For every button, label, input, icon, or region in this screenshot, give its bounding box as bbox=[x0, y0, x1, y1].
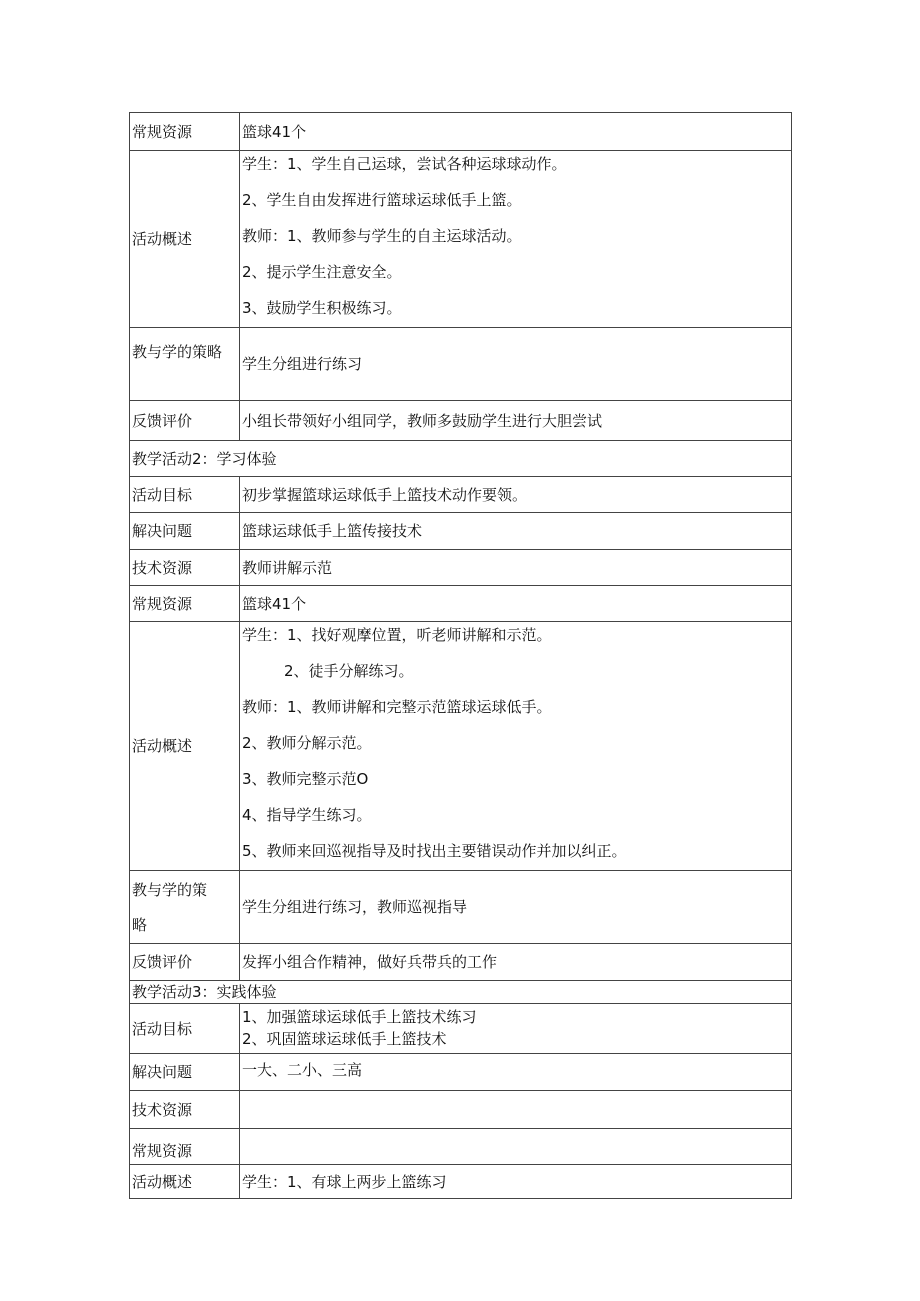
content-line: 2、巩固篮球运球低手上篮技术 bbox=[242, 1030, 447, 1048]
content-line: 学生分组进行练习 bbox=[242, 355, 363, 373]
row-label: 活动概述 bbox=[130, 622, 240, 871]
row-content bbox=[240, 328, 792, 401]
row-content bbox=[240, 1004, 792, 1054]
section-heading: 教学活动2：学习体验 bbox=[130, 441, 792, 477]
row-label: 解决问题 bbox=[130, 1054, 240, 1091]
content-line: 小组长带领好小组同学，教师多鼓励学生进行大胆尝试 bbox=[242, 411, 603, 430]
row-label: 常规资源 bbox=[130, 586, 240, 622]
row-content bbox=[240, 1129, 792, 1165]
content-line: 篮球41个 bbox=[242, 594, 307, 613]
table-row bbox=[130, 981, 792, 1004]
content-line: 1、加强篮球运球低手上篮技术练习 bbox=[242, 1008, 477, 1026]
content-line: 2、教师分解示范。 bbox=[242, 734, 372, 752]
content-line: 初步掌握篮球运球低手上篮技术动作要领。 bbox=[242, 485, 528, 504]
row-content bbox=[240, 550, 792, 586]
row-label: 技术资源 bbox=[130, 550, 240, 586]
content-line: 3、教师完整示范O bbox=[242, 770, 369, 788]
table-row bbox=[130, 477, 792, 513]
row-content bbox=[240, 586, 792, 622]
table-row bbox=[130, 1129, 792, 1165]
content-line: 教师：1、教师参与学生的自主运球活动。 bbox=[242, 227, 522, 245]
content-line: 2、学生自由发挥进行篮球运球低手上篮。 bbox=[242, 191, 522, 209]
row-label: 解决问题 bbox=[130, 513, 240, 550]
row-label: 常规资源 bbox=[130, 113, 240, 151]
table-row bbox=[130, 944, 792, 981]
content-line: 学生：1、学生自己运球，尝试各种运球球动作。 bbox=[242, 155, 567, 173]
row-label: 活动概述 bbox=[130, 151, 240, 328]
content-line: 学生分组进行练习，教师巡视指导 bbox=[242, 898, 468, 916]
content-line: 3、鼓励学生积极练习。 bbox=[242, 299, 402, 317]
row-label: 教与学的策略 bbox=[130, 328, 240, 401]
content-line: 一大、二小、三高 bbox=[242, 1061, 363, 1079]
lesson-plan-table bbox=[129, 112, 792, 1199]
table-row bbox=[130, 401, 792, 441]
table-row bbox=[130, 550, 792, 586]
row-content bbox=[240, 622, 792, 871]
row-content bbox=[240, 1054, 792, 1091]
table-row bbox=[130, 586, 792, 622]
content-line: 5、教师来回巡视指导及时找出主要错误动作并加以纠正。 bbox=[242, 842, 627, 860]
content-line: 篮球41个 bbox=[242, 122, 307, 141]
row-label: 反馈评价 bbox=[130, 944, 240, 981]
row-label: 活动目标 bbox=[130, 1004, 240, 1054]
content-line: 教师讲解示范 bbox=[242, 558, 333, 577]
row-content bbox=[240, 151, 792, 328]
content-line: 篮球运球低手上篮传接技术 bbox=[242, 522, 423, 540]
table-row bbox=[130, 1004, 792, 1054]
table-row bbox=[130, 151, 792, 328]
table-row bbox=[130, 622, 792, 871]
table-row bbox=[130, 1054, 792, 1091]
table-row bbox=[130, 1165, 792, 1199]
row-label bbox=[130, 871, 240, 944]
content-line: 2、徒手分解练习。 bbox=[284, 662, 414, 680]
table-row bbox=[130, 1091, 792, 1129]
row-label-line: 教与学的策 bbox=[132, 881, 208, 899]
row-content bbox=[240, 1091, 792, 1129]
row-label: 活动概述 bbox=[130, 1165, 240, 1199]
content-line: 2、提示学生注意安全。 bbox=[242, 263, 402, 281]
content-line: 教师：1、教师讲解和完整示范篮球运球低手。 bbox=[242, 698, 552, 716]
content-line: 学生：1、找好观摩位置，听老师讲解和示范。 bbox=[242, 626, 552, 644]
content-line: 4、指导学生练习。 bbox=[242, 806, 372, 824]
row-content bbox=[240, 944, 792, 981]
row-content bbox=[240, 871, 792, 944]
row-content bbox=[240, 113, 792, 151]
row-label: 技术资源 bbox=[130, 1091, 240, 1129]
row-label: 常规资源 bbox=[130, 1129, 240, 1165]
row-content bbox=[240, 1165, 792, 1199]
content-line: 发挥小组合作精神，做好兵带兵的工作 bbox=[242, 953, 498, 971]
table-row bbox=[130, 113, 792, 151]
content-line: 学生：1、有球上两步上篮练习 bbox=[242, 1172, 447, 1191]
row-content bbox=[240, 477, 792, 513]
row-label-line: 略 bbox=[132, 916, 148, 934]
row-content bbox=[240, 513, 792, 550]
section-heading: 教学活动3：实践体验 bbox=[130, 981, 792, 1004]
table-row bbox=[130, 513, 792, 550]
row-label: 反馈评价 bbox=[130, 401, 240, 441]
table-row bbox=[130, 328, 792, 401]
row-content bbox=[240, 401, 792, 441]
row-label: 活动目标 bbox=[130, 477, 240, 513]
table-row bbox=[130, 871, 792, 944]
table-row bbox=[130, 441, 792, 477]
